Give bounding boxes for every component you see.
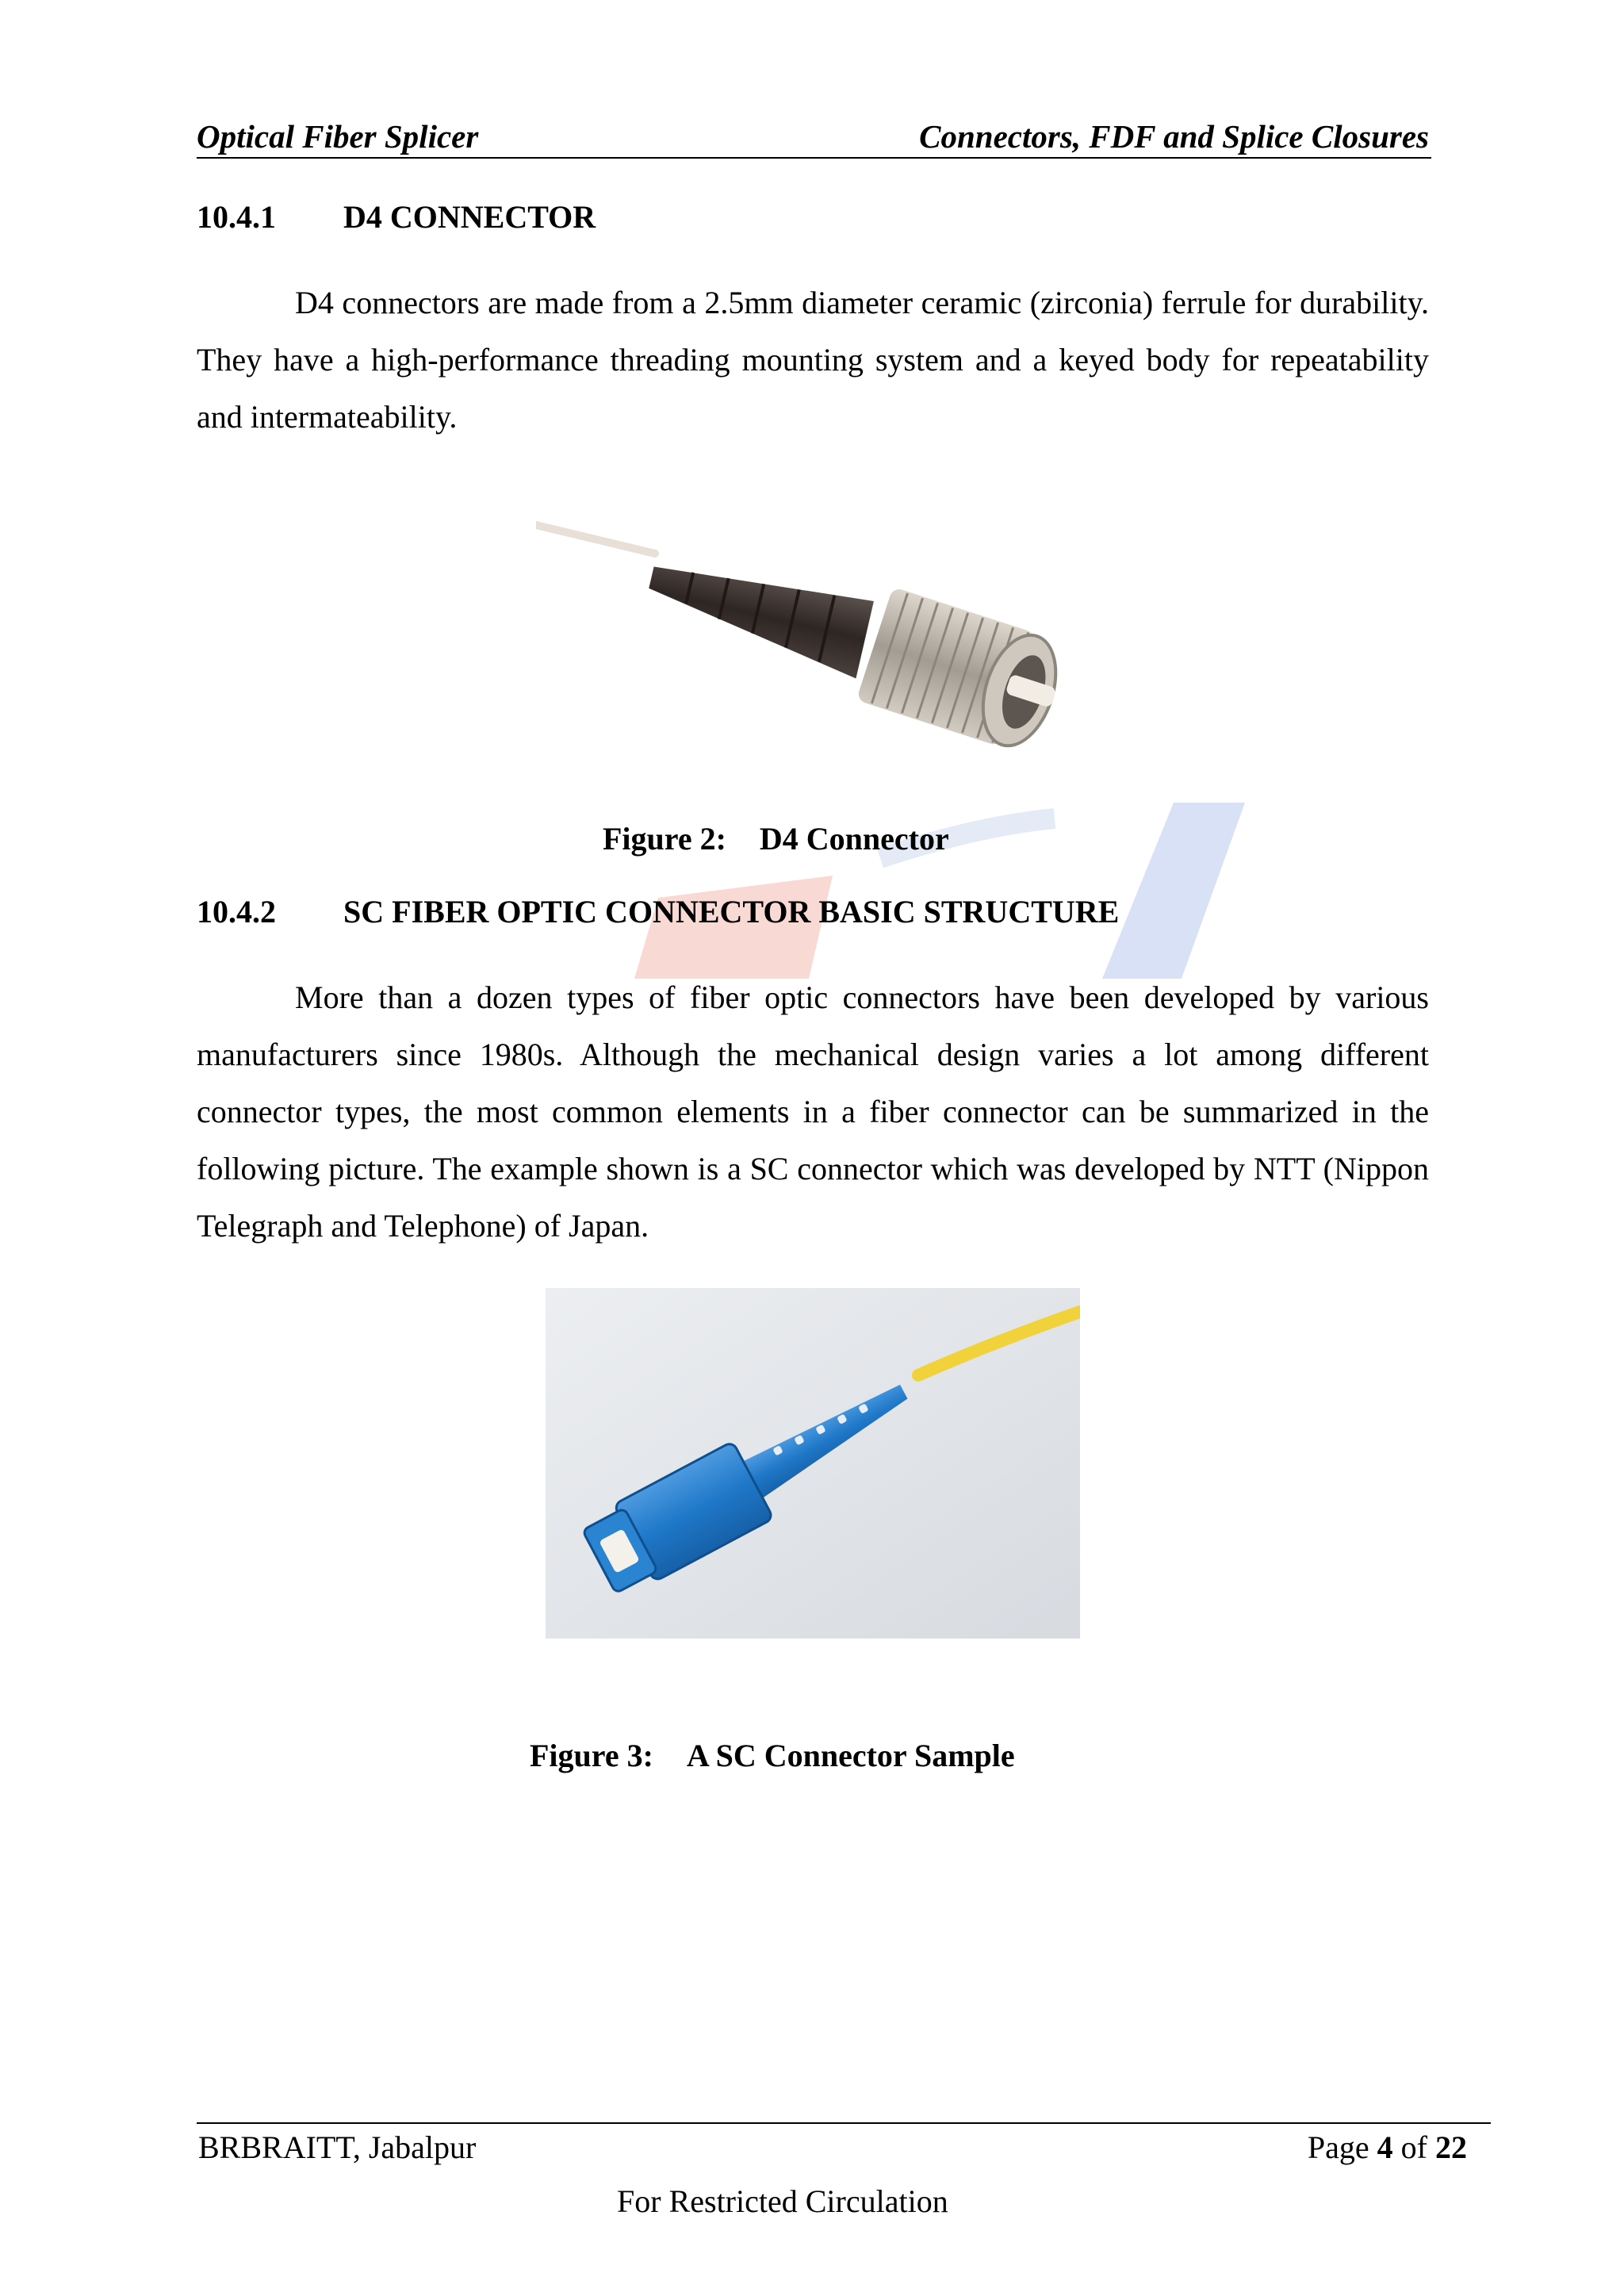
figure-2-label: Figure 2: bbox=[603, 821, 726, 857]
figure-3-caption bbox=[530, 1737, 1015, 1774]
restricted-notice: For Restricted Circulation bbox=[617, 2183, 948, 2219]
d4-connector-image bbox=[536, 516, 1091, 777]
page-of: of bbox=[1400, 2129, 1427, 2165]
page-number bbox=[1308, 2129, 1467, 2166]
page-current: 4 bbox=[1377, 2129, 1393, 2165]
footer-institution: BRBRAITT, Jabalpur bbox=[198, 2129, 477, 2165]
section-number: 10.4.2 bbox=[197, 894, 276, 930]
section-paragraph: D4 connectors are made from a 2.5mm diameter ceramic (zirconia) ferrule for durability. They have a high-performance threading mounting system and a keyed body for repeatability and intermateability. bbox=[197, 285, 1429, 435]
figure-2-title: D4 Connector bbox=[759, 821, 949, 857]
running-header-left: Optical Fiber Splicer bbox=[197, 118, 479, 155]
section-title: SC FIBER OPTIC CONNECTOR BASIC STRUCTURE bbox=[343, 894, 1120, 930]
section-number: 10.4.1 bbox=[197, 199, 276, 235]
section-title: D4 CONNECTOR bbox=[343, 199, 596, 235]
page-total: 22 bbox=[1435, 2129, 1467, 2165]
figure-3-label: Figure 3: bbox=[530, 1738, 653, 1773]
footer-rule bbox=[197, 2122, 1491, 2124]
running-header-right: Connectors, FDF and Splice Closures bbox=[919, 118, 1429, 155]
page-prefix: Page bbox=[1307, 2129, 1369, 2165]
section-paragraph: More than a dozen types of fiber optic connectors have been developed by various manufacturers since 1980s. Although the mechanical design varies a lot among different connector types, the most common elements in a fiber connector can be summarized in the following picture. The example shown is a SC connector which was developed by NTT (Nippon Telegraph and Telephone) of Japan. bbox=[197, 979, 1429, 1244]
sc-connector-image bbox=[546, 1288, 1080, 1639]
figure-3-title: A SC Connector Sample bbox=[686, 1738, 1015, 1773]
figure-2-caption bbox=[603, 820, 949, 857]
header-rule bbox=[197, 157, 1431, 159]
